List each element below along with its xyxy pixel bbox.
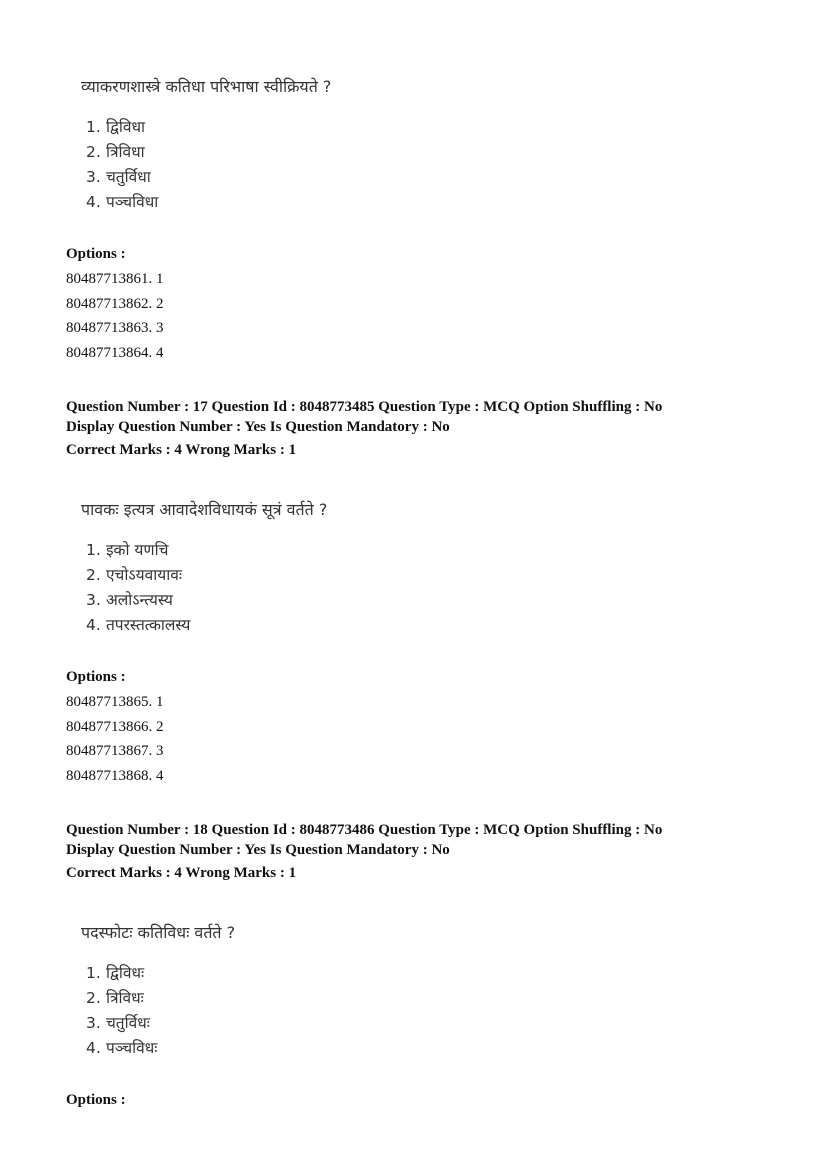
question-17-options: [66, 690, 164, 788]
question-meta-line: Question Number : 18 Question Id : 8048773486 Question Type : MCQ Option Shuffling : No: [66, 822, 663, 838]
question-18-meta: [66, 820, 662, 883]
option-item: 80487713865. 1: [66, 694, 164, 710]
question-17-text: पावकः इत्यत्र आवादेशविधायकं सूत्रं वर्तते ?: [81, 500, 328, 519]
option-item: 80487713862. 2: [66, 295, 164, 312]
choice-item: 3. अलोऽन्त्यस्य: [86, 591, 173, 609]
option-item: 80487713861. 1: [66, 271, 164, 287]
option-item: 80487713866. 2: [66, 718, 164, 735]
question-meta-line: Display Question Number : Yes Is Question Mandatory : No: [66, 842, 450, 858]
choice-item: 2. त्रिविधः: [86, 989, 144, 1007]
choice-item: 4. तपरस्तत्कालस्य: [86, 616, 191, 634]
marks-line: Correct Marks : 4 Wrong Marks : 1: [66, 442, 297, 458]
choice-item: 4. पञ्चविधा: [86, 193, 159, 211]
question-18-text: पदस्फोटः कतिविधः वर्तते ?: [81, 923, 236, 942]
option-item: 80487713867. 3: [66, 743, 164, 760]
option-item: 80487713868. 4: [66, 767, 164, 784]
question-16-text: व्याकरणशास्त्रे कतिधा परिभाषा स्वीक्रियते ?: [81, 77, 332, 96]
option-item: 80487713863. 3: [66, 320, 164, 337]
choice-item: 2. त्रिविधा: [86, 143, 145, 161]
options-heading: Options :: [66, 1092, 126, 1108]
choice-item: 3. चतुर्विधा: [86, 168, 151, 186]
question-meta-line: Question Number : 17 Question Id : 8048773485 Question Type : MCQ Option Shuffling : No: [66, 399, 663, 415]
question-18-choices: [86, 961, 157, 1061]
question-17-meta: [66, 397, 662, 460]
options-heading: Options :: [66, 669, 126, 685]
question-16-options: [66, 267, 164, 365]
options-heading: Options :: [66, 246, 126, 262]
choice-item: 1. द्विविधा: [86, 118, 146, 136]
choice-item: 4. पञ्चविधः: [86, 1039, 158, 1057]
question-17-choices: [86, 538, 190, 638]
choice-item: 3. चतुर्विधः: [86, 1014, 150, 1032]
question-16-choices: [86, 115, 158, 215]
choice-item: 1. इको यणचि: [86, 541, 169, 559]
question-meta-line: Display Question Number : Yes Is Question Mandatory : No: [66, 419, 450, 435]
option-item: 80487713864. 4: [66, 344, 164, 361]
choice-item: 1. द्विविधः: [86, 964, 145, 982]
marks-line: Correct Marks : 4 Wrong Marks : 1: [66, 865, 297, 881]
choice-item: 2. एचोऽयवायावः: [86, 566, 182, 584]
